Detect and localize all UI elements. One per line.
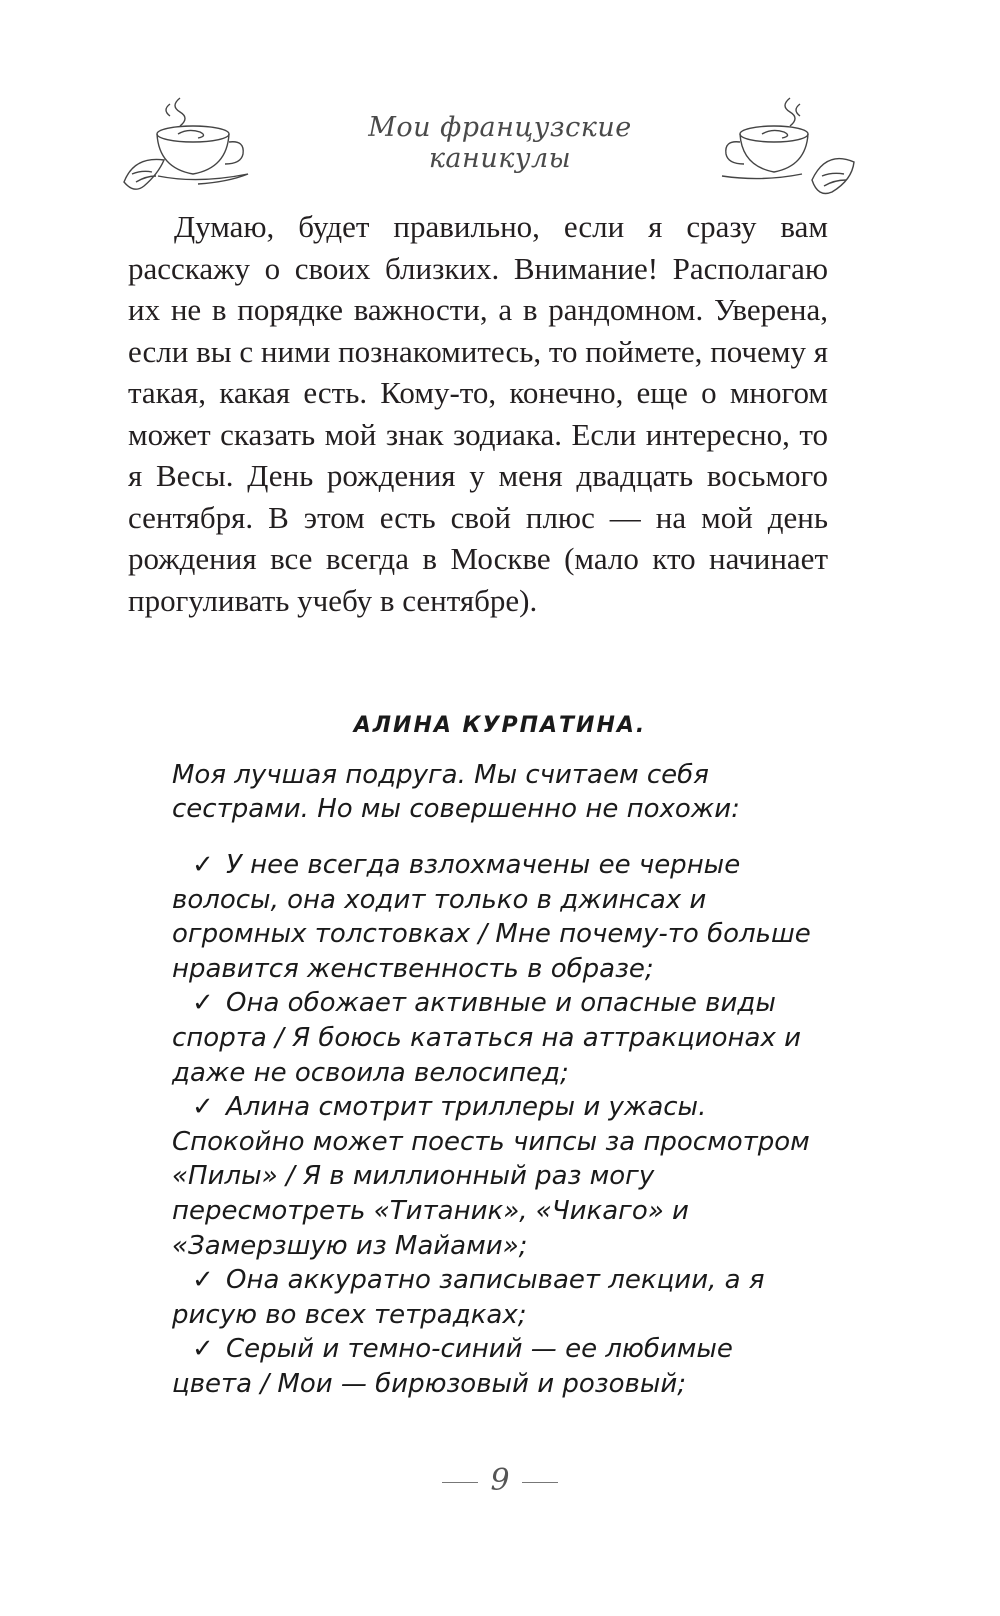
- page-number: 9: [490, 1463, 510, 1498]
- section-intro: Моя лучшая подруга. Мы считаем себя сестрами. Но мы совершенно не похожи:: [172, 760, 740, 824]
- checkmark-icon: ✓: [192, 1265, 214, 1296]
- checkmark-icon: ✓: [192, 988, 214, 1019]
- checkmark-icon: ✓: [192, 1092, 214, 1123]
- list-item: ✓ У нее всегда взлохмачены ее черные волосы, она ходит только в джинсах и огромных толстовках / Мне почему-то больше нравится женственность в образе;: [172, 850, 811, 984]
- body-paragraph: Думаю, будет правильно, если я сразу вам расскажу о своих близких. Внимание! Располагаю их не в порядке важности, а в рандомном. Уверена, если вы с ними познакомитесь, то поймете, почему я такая, какая есть. Кому-то, конечно, еще о многом может сказать мой знак зодиака. Если интересно, то я Весы. День рождения у меня двадцать восьмого сентября. В этом есть свой плюс — на мой день рождения все всегда в Москве (мало кто начинает прогуливать учебу в сентябре).: [128, 209, 828, 618]
- page-header: [0, 80, 1000, 210]
- checkmark-icon: ✓: [192, 1334, 214, 1365]
- checkmark-icon: ✓: [192, 850, 214, 880]
- coffee-cup-croissant-icon: [712, 92, 862, 204]
- page-footer: [0, 1463, 1000, 1498]
- footer-dash-left: [442, 1482, 478, 1483]
- list-item: ✓ Серый и темно-синий — ее любимые цвета / Мои — бирюзовый и розовый;: [172, 1334, 733, 1399]
- footer-dash-right: [522, 1482, 558, 1483]
- running-title: Мои французские каникулы: [368, 112, 632, 174]
- section-title: АЛИНА КУРПАТИНА.: [353, 713, 647, 738]
- list-item: ✓ Алина смотрит триллеры и ужасы. Спокойно может поесть чипсы за просмотром «Пилы» / Я в миллионный раз могу пересмотреть «Титаник», «Чикаго» и «Замерзшую из Майами»;: [172, 1092, 810, 1261]
- comparison-list: [172, 848, 812, 1402]
- list-item: ✓ Она аккуратно записывает лекции, а я рисую во всех тетрадках;: [172, 1265, 765, 1330]
- coffee-cup-croissant-icon: [118, 90, 278, 202]
- list-item: ✓ Она обожает активные и опасные виды спорта / Я боюсь кататься на аттракционах и даже не освоила велосипед;: [172, 988, 802, 1088]
